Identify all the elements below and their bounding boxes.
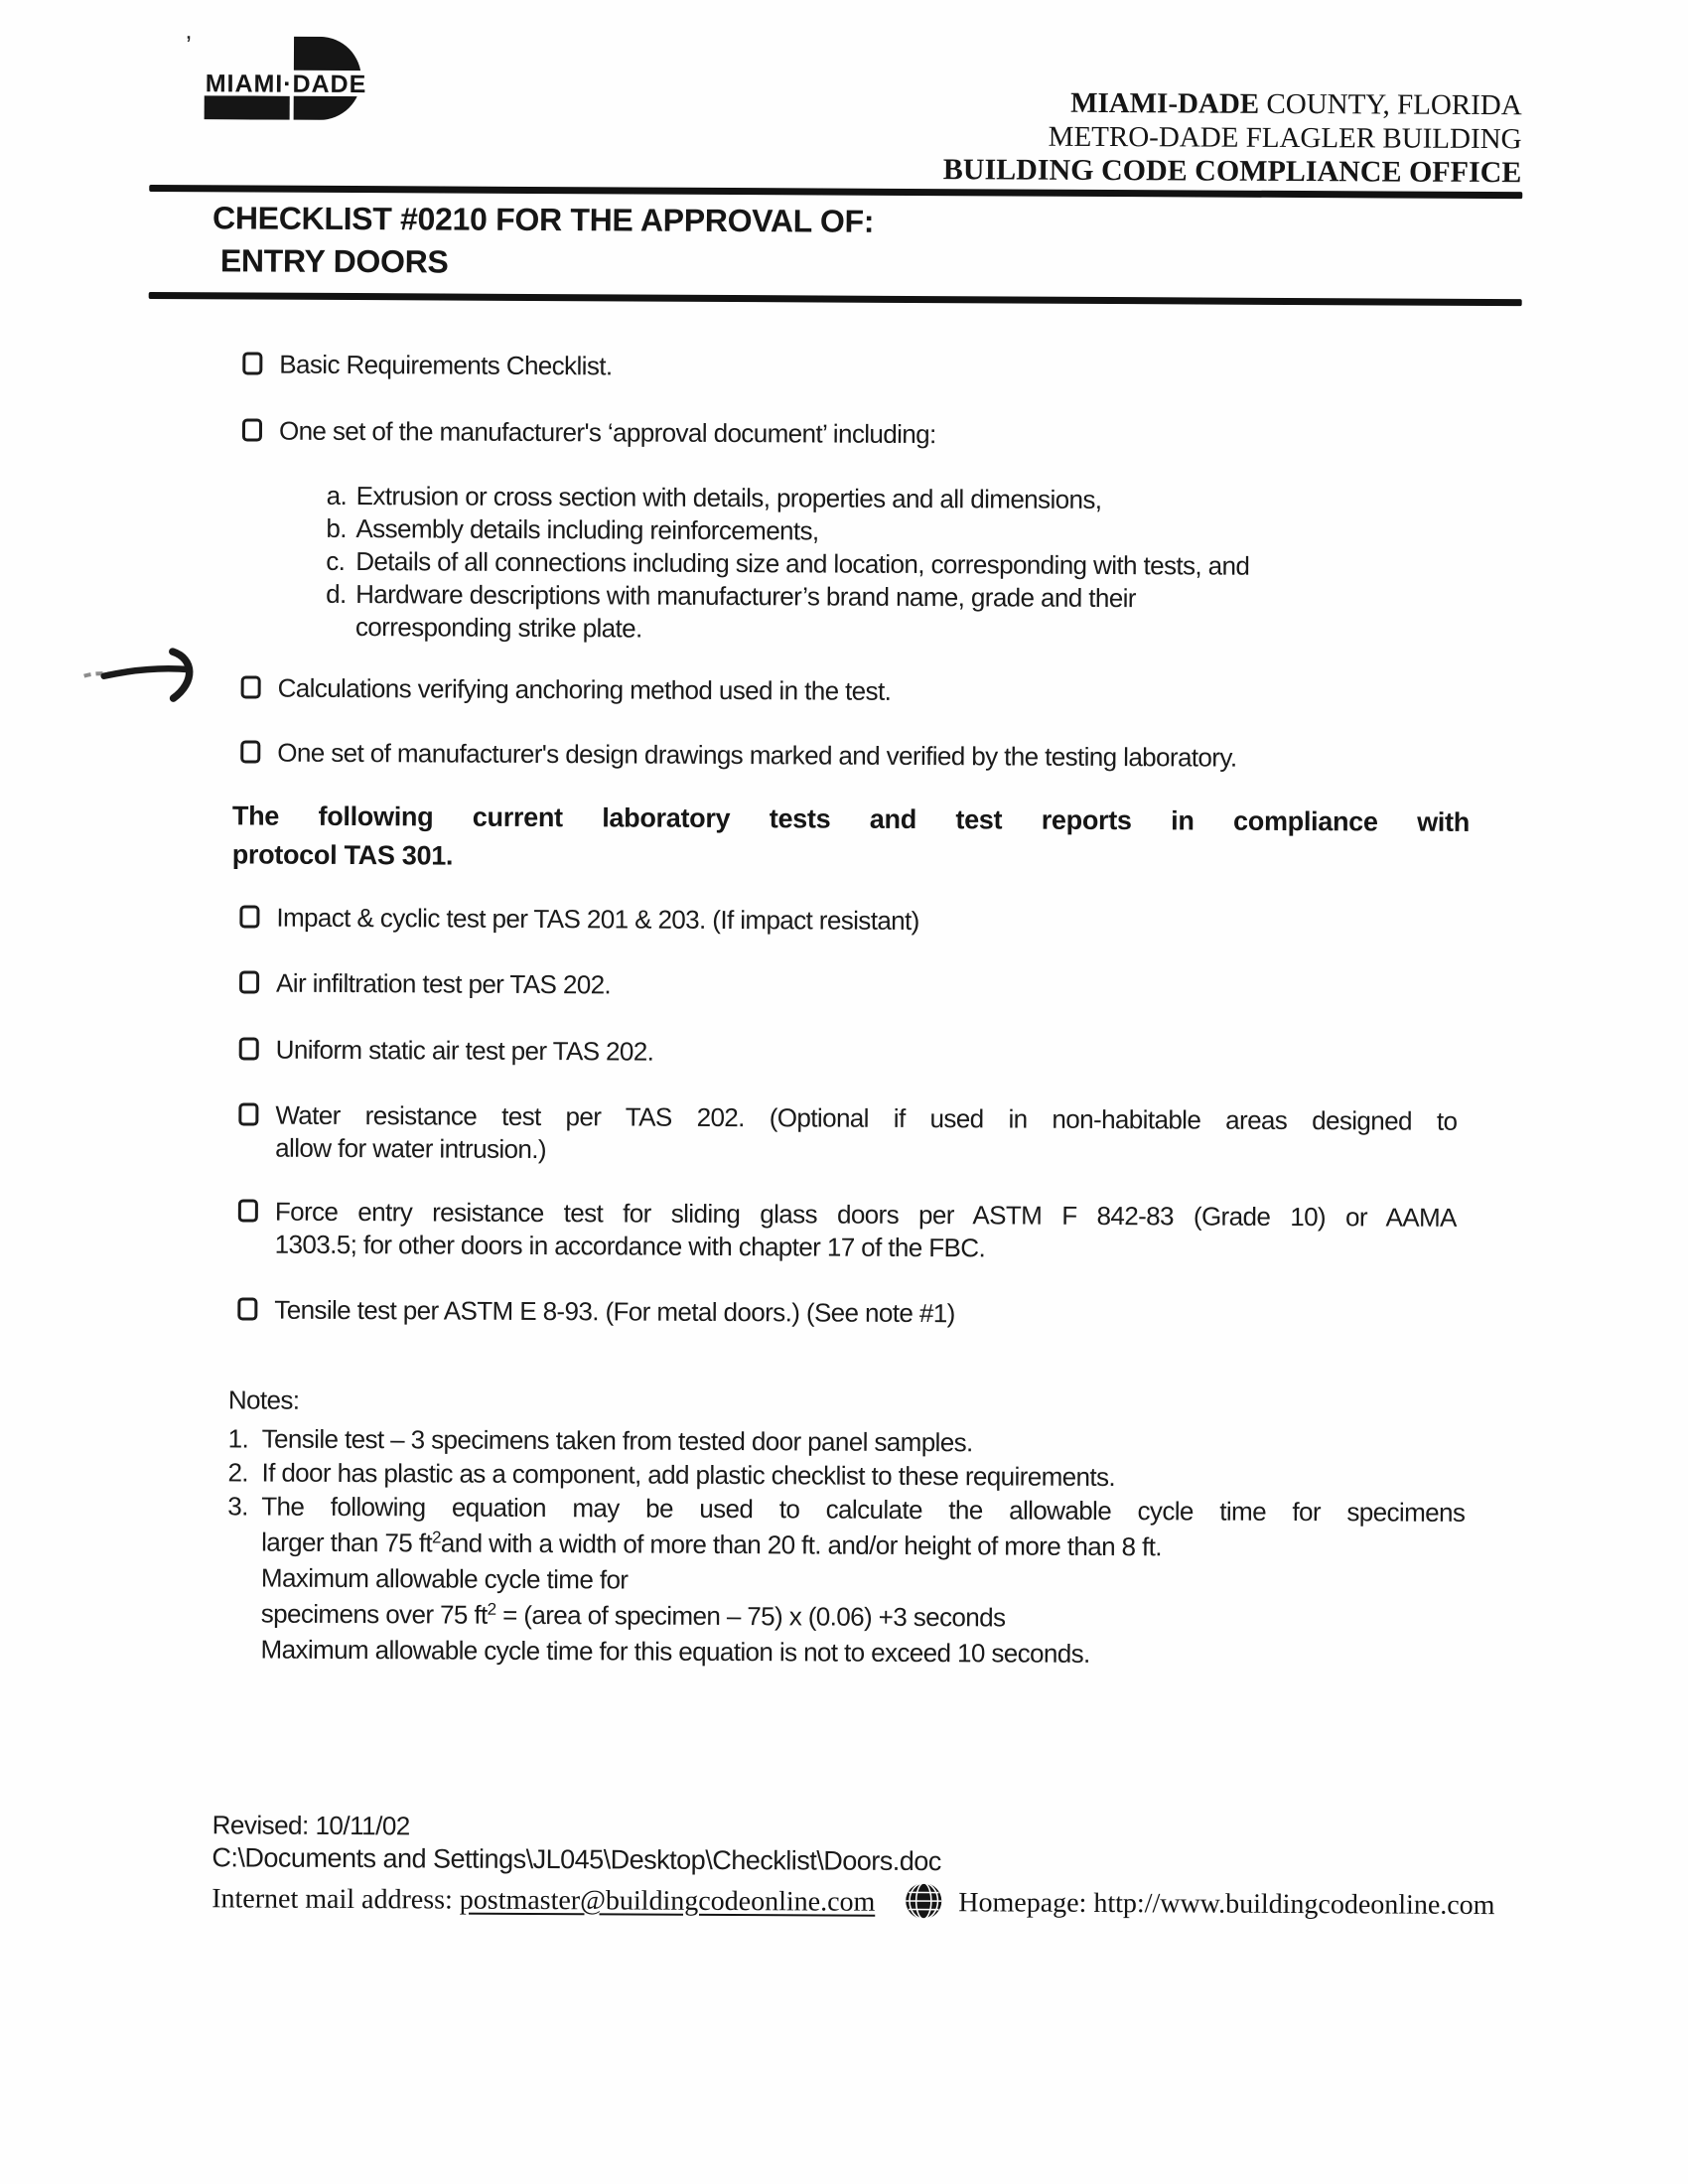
letterhead-county-rest: COUNTY, FLORIDA [1259, 87, 1522, 122]
checkbox-icon [238, 1102, 258, 1125]
checklist-item-text [275, 1196, 1457, 1267]
note-text: If door has plastic as a component, add plastic checklist to these requirements. [261, 1457, 1116, 1493]
scan-artifact-mark: ’ [185, 30, 192, 61]
tests-section-heading [232, 797, 1470, 881]
document-title-line2: ENTRY DOORS [219, 242, 449, 280]
checkbox-icon [238, 1199, 258, 1222]
handwritten-arrow-annotation [80, 646, 219, 711]
note-number: 3. [227, 1491, 248, 1522]
checkbox-icon [240, 740, 260, 763]
equation-post: = (area of specimen – 75) x (0.06) +3 seconds [495, 1599, 1006, 1633]
checklist-item-text: Air infiltration test per TAS 202. [275, 967, 612, 1000]
globe-icon [905, 1882, 942, 1928]
note-line2-pre: larger than 75 ft [261, 1527, 433, 1558]
checklist-item-text-line2: 1303.5; for other doors in accordance with chapter 17 of the FBC. [274, 1229, 986, 1263]
checkbox-icon [239, 970, 259, 993]
checklist-item-text: Uniform static air test per TAS 202. [275, 1034, 654, 1067]
note-text [260, 1489, 1465, 1674]
note-number: 1. [227, 1423, 249, 1454]
subitem-letter: a. [326, 480, 348, 510]
revised-date: Revised: 10/11/02 [211, 1810, 410, 1841]
checkbox-icon [242, 418, 262, 441]
note-text-line1: The following equation may be used to calculate the allowable cycle time for specimens [261, 1491, 1466, 1528]
title-rule [149, 292, 1522, 306]
superscript-2: 2 [487, 1599, 496, 1619]
letterhead-county-bold: MIAMI-DADE [1070, 86, 1260, 120]
letterhead-building: METRO-DADE FLAGLER BUILDING [1048, 120, 1522, 156]
checklist-item-text: Impact & cyclic test per TAS 201 & 203. (If impact resistant) [276, 902, 919, 937]
subitem-text: Assembly details including reinforcements, [355, 513, 819, 546]
mail-label: Internet mail address: [211, 1883, 460, 1916]
note-text-line5: Maximum allowable cycle time for this equation is not to exceed 10 seconds. [260, 1634, 1090, 1669]
note-line2-post: and with a width of more than 20 ft. and/or height of more than 8 ft. [440, 1528, 1163, 1562]
subitem-d [326, 578, 1136, 648]
checkbox-icon [242, 352, 262, 374]
note-text-line3: Maximum allowable cycle time for [260, 1562, 629, 1595]
checklist-item-text: Basic Requirements Checklist. [279, 349, 613, 381]
subitem-letter: b. [326, 512, 348, 543]
checkbox-icon [239, 905, 259, 928]
tests-heading-line2: protocol TAS 301. [231, 839, 454, 871]
subitem-letter: c. [326, 545, 346, 576]
checklist-item-text: Tensile test per ASTM E 8-93. (For metal doors.) (See note #1) [274, 1294, 955, 1329]
letterhead-county [943, 85, 1522, 122]
tests-heading-line1: The following current laboratory tests and test reports in compliance with [231, 801, 1471, 837]
checklist-item-approval-document [242, 414, 1461, 453]
document-title-line1: CHECKLIST #0210 FOR THE APPROVAL OF: [212, 200, 875, 239]
file-path: C:\Documents and Settings\JL045\Desktop\Checklist\Doors.doc [211, 1842, 941, 1877]
miami-dade-logo-icon [203, 36, 383, 120]
subitem-a [327, 480, 1102, 516]
checklist-item-basic-requirements [242, 348, 1461, 386]
note-number: 2. [227, 1457, 249, 1488]
checklist-item-tensile-test [237, 1293, 1456, 1332]
equation-pre: specimens over 75 ft [260, 1598, 488, 1630]
letterhead [943, 85, 1522, 190]
checklist-item-text: Calculations verifying anchoring method used in the test. [277, 672, 892, 706]
checkbox-icon [237, 1297, 257, 1320]
note-text: Tensile test – 3 specimens taken from tested door panel samples. [261, 1423, 973, 1458]
subitem-letter: d. [326, 578, 347, 609]
checklist-item-text-line2: allow for water intrusion.) [275, 1132, 547, 1165]
email-link[interactable]: postmaster@buildingcodeonline.com [459, 1884, 876, 1918]
checklist-item-impact-cyclic-test [239, 901, 1458, 940]
notes-heading: Notes: [227, 1384, 300, 1415]
subitem-text [355, 578, 1136, 648]
subitem-text: Extrusion or cross section with details, properties and all dimensions, [355, 481, 1102, 514]
checklist-item-force-entry-test [238, 1195, 1457, 1266]
arrow-icon [80, 646, 219, 706]
subitem-text-line1: Hardware descriptions with manufacturer’s brand name, grade and their [355, 579, 1136, 614]
checklist-item-text-line1: Force entry resistance test for sliding glass doors per ASTM F 842-83 (Grade 10) or AAMA [274, 1196, 1457, 1233]
checklist-item-design-drawings [240, 736, 1459, 775]
checkbox-icon [239, 1037, 259, 1060]
superscript-2: 2 [432, 1528, 441, 1547]
checklist-item-text: One set of the manufacturer's ‘approval document’ including: [278, 415, 936, 450]
checklist-item-uniform-static-air-test [239, 1033, 1458, 1072]
logo-wordmark: MIAMI·DADE [205, 70, 366, 99]
checklist-item-text-line1: Water resistance test per TAS 202. (Optional if used in non-habitable areas designed to [275, 1099, 1458, 1136]
homepage-text: Homepage: http://www.buildingcodeonline.com [958, 1887, 1495, 1922]
checkbox-icon [241, 675, 261, 698]
letterhead-office: BUILDING CODE COMPLIANCE OFFICE [942, 153, 1522, 190]
subitem-b [326, 512, 818, 548]
subitem-text-line2: corresponding strike plate. [354, 612, 642, 644]
note-3 [226, 1488, 1465, 1674]
checklist-item-calculations [241, 671, 1460, 710]
miami-dade-logo [203, 36, 383, 125]
checklist-item-text: One set of manufacturer's design drawings marked and verified by the testing laboratory. [277, 737, 1237, 773]
checklist-item-text [275, 1099, 1457, 1171]
subitem-c [326, 545, 1249, 583]
subitem-text: Details of all connections including size and location, corresponding with tests, and [355, 546, 1250, 581]
checklist-item-air-infiltration-test [239, 966, 1458, 1005]
checklist-item-water-resistance-test [238, 1098, 1457, 1170]
contact-line [211, 1876, 1495, 1929]
